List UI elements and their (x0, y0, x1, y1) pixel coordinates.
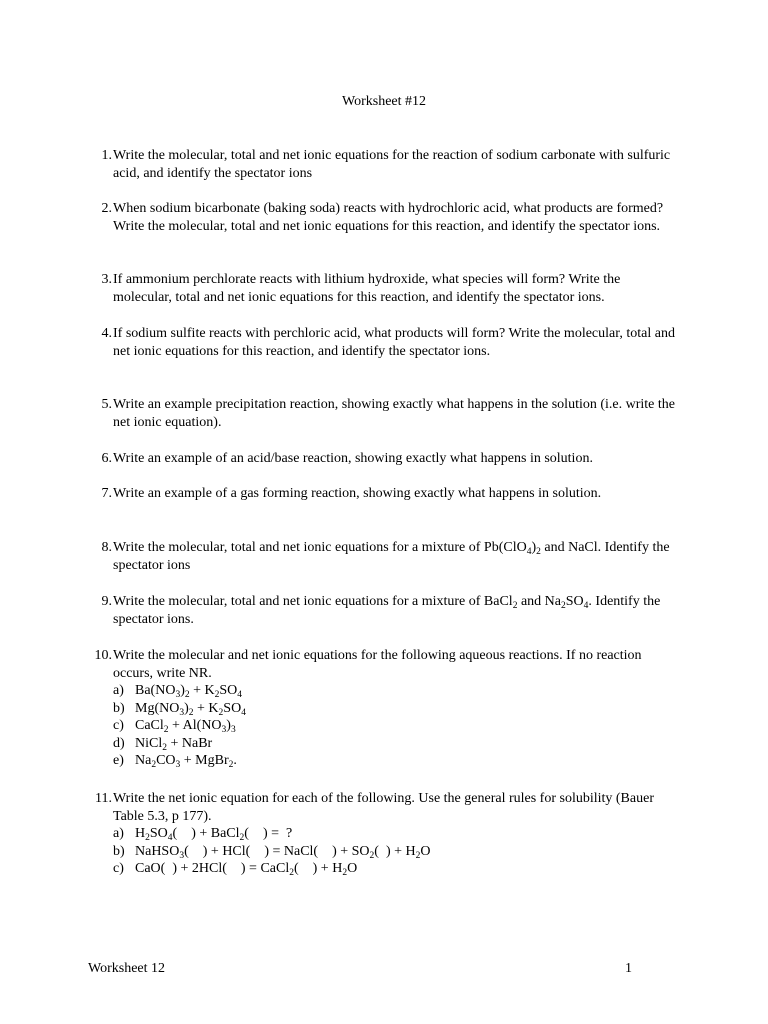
question-text: Write the molecular, total and net ionic equations for a mixture of $Pb(ClO_4)_2$ and NaCl. Identify the spectator ions (113, 540, 670, 573)
page-number: 1 (625, 961, 632, 976)
question-10 (88, 647, 678, 770)
question-2 (88, 200, 678, 235)
sub-question-d: d) NiCl$_2$ + NaBr (113, 735, 213, 753)
question-number: 5. (101, 397, 112, 412)
question-text: Write the molecular, total and net ionic equations for the reaction of sodium carbonate with sulfuric acid, and identify the spectator ions (113, 148, 671, 181)
question-number: 8. (101, 540, 112, 555)
sub-question-a: a) $Ba(NO_3)_2 + K_2SO_4$ (113, 683, 243, 700)
question-1 (88, 147, 678, 182)
question-text: Write an example of an acid/base reaction, showing exactly what happens in solution. (113, 451, 593, 466)
question-3 (88, 271, 678, 306)
question-8 (88, 539, 678, 574)
question-7 (88, 485, 678, 503)
question-number: 9. (101, 594, 112, 609)
sub-question-b: b) $Mg(NO_3)_2 + K_2SO_4$ (113, 700, 246, 718)
footer-title: Worksheet 12 (88, 961, 166, 976)
question-number: 3. (101, 272, 112, 287)
question-text: If sodium sulfite reacts with perchloric acid, what products will form? Write the molecular, total and net ionic equations for this reaction, and identify the spectator ions. (113, 326, 675, 359)
question-text: When sodium bicarbonate (baking soda) reacts with hydrochloric acid, what products are formed? Write the molecular, total and net ionic equations for this reaction, and identify the spectator ions. (113, 201, 664, 234)
question-text: Write an example precipitation reaction, showing exactly what happens in the solution (i.e. write the net ionic equation). (113, 397, 675, 430)
question-4 (88, 325, 678, 360)
question-number: 1. (101, 148, 112, 163)
sub-question-c: c) CaCl$_2$ + $Al(NO_3)_3$ (113, 718, 236, 735)
question-text: Write the molecular, total and net ionic equations for a mixture of BaCl$_2$ and $Na_2SO_4$. Identify the spectator ions. (113, 594, 661, 627)
sub-question-b: b) NaHSO$_3$( ) + HCl( ) = NaCl( ) + $SO_2$( ) + $H_2O$ (113, 843, 431, 861)
question-number: 7. (101, 486, 112, 501)
question-text: Write the net ionic equation for each of the following. Use the general rules for solubility (Bauer Table 5.3, p 177). (113, 791, 654, 824)
question-6 (88, 450, 678, 468)
question-9 (88, 593, 678, 628)
question-text: Write an example of a gas forming reaction, showing exactly what happens in solution. (113, 486, 602, 501)
question-number: 6. (101, 451, 112, 466)
sub-question-e: e) $Na_2CO_3$ + MgBr$_2$. (113, 753, 237, 770)
sub-question-c: c) CaO( ) + 2HCl( ) = CaCl$_2$( ) + $H_2O$ (113, 861, 358, 878)
question-11 (88, 790, 678, 878)
sub-question-a: a) $H_2SO_4$( ) + BaCl$_2$( ) = ? (113, 826, 293, 843)
question-5 (88, 396, 678, 431)
question-number: 4. (101, 326, 112, 341)
question-number: 2. (101, 201, 112, 216)
question-text: Write the molecular and net ionic equations for the following aqueous reactions. If no reaction occurs, write NR. (113, 648, 642, 681)
question-number: 11. (95, 791, 112, 806)
question-number: 10. (94, 648, 112, 663)
question-text: If ammonium perchlorate reacts with lithium hydroxide, what species will form? Write the molecular, total and net ionic equations for this reaction, and identify the spectator ions. (113, 272, 621, 305)
worksheet-title: Worksheet #12 (341, 94, 427, 109)
